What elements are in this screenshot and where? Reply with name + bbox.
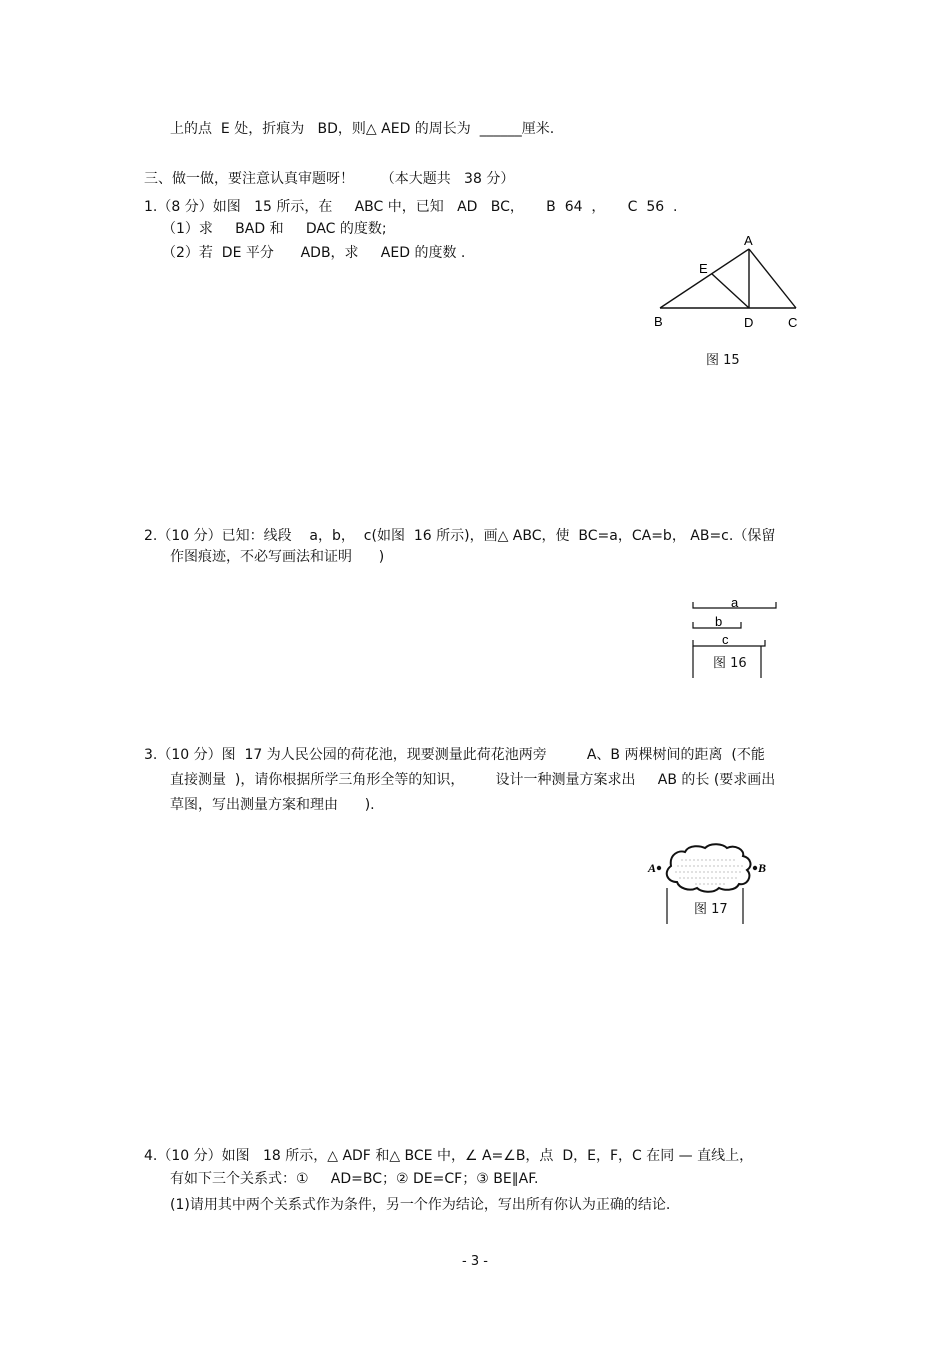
segment-label-b: b [715, 614, 723, 629]
question-2-stem: 2.（10 分）已知：线段 a，b， c(如图 16 所示)，画△ ABC，使 BC=a，CA=b， AB=c.（保留 [144, 528, 776, 544]
segment-AB [660, 249, 749, 308]
point-label-E: E [699, 261, 708, 276]
tree-label-B: B [758, 861, 767, 875]
figure-15-triangle [640, 230, 820, 340]
segment-c [693, 640, 765, 646]
point-label-D: D [744, 315, 754, 330]
question-1-part-2: （2）若 DE 平分 ADB，求 AED 的度数 . [162, 245, 466, 261]
segment-label-a: a [731, 595, 739, 610]
tree-label-A: A [648, 861, 657, 875]
tree-point-A [657, 866, 661, 870]
question-4-relations: 有如下三个关系式：① AD=BC；② DE=CF；③ BE∥AF. [170, 1171, 539, 1187]
segment-DE [712, 274, 749, 308]
figure-16-caption: 图 16 [713, 656, 747, 671]
question-1-part-1: （1）求 BAD 和 DAC 的度数; [162, 221, 387, 237]
point-label-B: B [654, 314, 663, 329]
question-3-stem-cont-1: 直接测量 )，请你根据所学三角形全等的知识， 设计一种测量方案求出 AB 的长 (要求画出 [170, 772, 776, 788]
question-1-stem: 1.（8 分）如图 15 所示，在 ABC 中，已知 AD BC， B 64 ， C 56 . [144, 199, 678, 215]
section-three-heading: 三、做一做，要注意认真审题呀！ （本大题共 38 分） [144, 171, 515, 187]
text-line-fold-perimeter: 上的点 E 处，折痕为 BD，则△ AED 的周长为 ______厘米. [170, 121, 555, 137]
segment-AC [749, 249, 796, 308]
question-3-stem: 3.（10 分）图 17 为人民公园的荷花池，现要测量此荷花池两旁 A、B 两棵树间的距离 (不能 [144, 747, 765, 763]
point-label-C: C [788, 315, 798, 330]
page-number: - 3 - [462, 1254, 488, 1269]
figure-17-caption: 图 17 [694, 902, 728, 917]
point-label-A: A [744, 233, 753, 248]
segment-label-c: c [722, 632, 729, 647]
question-3-stem-cont-2: 草图，写出测量方案和理由 ). [170, 797, 375, 813]
pond-outline [667, 844, 751, 892]
question-4-stem: 4.（10 分）如图 18 所示，△ ADF 和△ BCE 中，∠ A=∠B，点 D，E，F，C 在同 — 直线上， [144, 1148, 754, 1164]
question-4-part-1: (1)请用其中两个关系式作为条件，另一个作为结论，写出所有你认为正确的结论. [170, 1197, 671, 1213]
figure-15-caption: 图 15 [706, 353, 740, 368]
tree-point-B [753, 866, 757, 870]
question-2-stem-cont: 作图痕迹，不必写画法和证明 ) [170, 549, 385, 565]
